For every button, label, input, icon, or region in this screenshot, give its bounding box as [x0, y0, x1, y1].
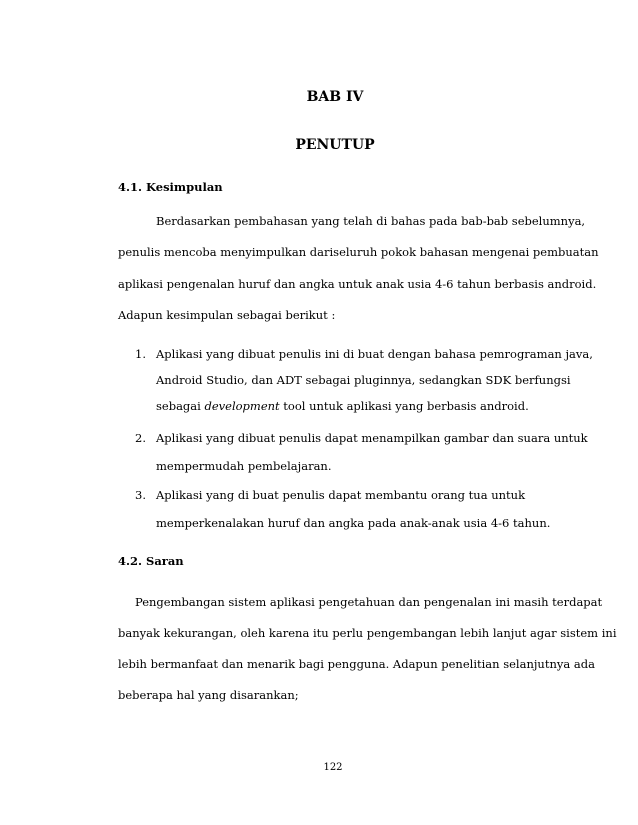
italic-term: development	[204, 399, 280, 413]
list-item-line: Aplikasi yang di buat penulis dapat membantu orang tua untuk	[156, 488, 526, 502]
paragraph-line: Pengembangan sistem aplikasi pengetahuan dan pengenalan ini masih terdapat	[135, 595, 603, 609]
list-item-line: Aplikasi yang dibuat penulis dapat menampilkan gambar dan suara untuk	[156, 431, 588, 445]
list-item-line: memperkenalakan huruf dan angka pada anak-anak usia 4-6 tahun.	[156, 516, 551, 530]
paragraph-line: banyak kekurangan, oleh karena itu perlu pengembangan lebih lanjut agar sistem ini	[118, 626, 617, 640]
list-item-number: 1.	[135, 347, 146, 361]
chapter-title-text: BAB IV	[306, 89, 364, 105]
list-item-line: Android Studio, dan ADT sebagai pluginnya, sedangkan SDK berfungsi	[156, 373, 571, 387]
section-heading-kesimpulan: 4.1. Kesimpulan	[118, 180, 223, 194]
list-item-text: tool untuk aplikasi yang berbasis android.	[279, 399, 529, 413]
list-item-line: mempermudah pembelajaran.	[156, 459, 332, 473]
list-item-line: Aplikasi yang dibuat penulis ini di buat dengan bahasa pemrograman java,	[156, 347, 593, 361]
list-item-line	[156, 399, 529, 413]
list-item-number: 2.	[135, 431, 146, 445]
section-heading-saran: 4.2. Saran	[118, 554, 184, 568]
chapter-subtitle	[0, 137, 638, 153]
page-number-text: 122	[323, 762, 343, 773]
paragraph-line: aplikasi pengenalan huruf dan angka untuk anak usia 4-6 tahun berbasis android.	[118, 277, 597, 291]
list-item-text: sebagai	[156, 399, 205, 413]
paragraph-line: lebih bermanfaat dan menarik bagi pengguna. Adapun penelitian selanjutnya ada	[118, 657, 595, 671]
paragraph-line: penulis mencoba menyimpulkan dariseluruh pokok bahasan mengenai pembuatan	[118, 245, 599, 259]
chapter-subtitle-text: PENUTUP	[295, 137, 375, 153]
list-item-number: 3.	[135, 488, 146, 502]
paragraph-line: Berdasarkan pembahasan yang telah di bahas pada bab-bab sebelumnya,	[156, 214, 586, 228]
page-number	[0, 762, 638, 773]
chapter-title	[0, 89, 638, 105]
paragraph-line: Adapun kesimpulan sebagai berikut :	[118, 308, 336, 322]
paragraph-line: beberapa hal yang disarankan;	[118, 688, 299, 702]
